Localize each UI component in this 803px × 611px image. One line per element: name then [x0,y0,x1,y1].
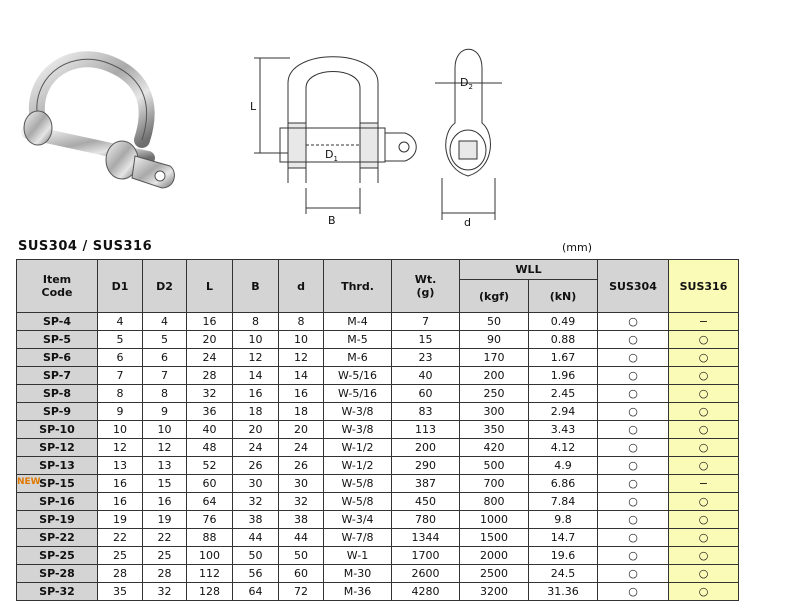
cell-kgf: 90 [460,331,529,349]
cell-wt: 83 [392,403,460,421]
cell-sus316: − [669,475,739,493]
header-sus316: SUS316 [669,260,739,313]
cell-kgf: 1500 [460,529,529,547]
table-row [17,439,739,457]
item-code: SP-7 [42,369,71,382]
cell-d1: 16 [98,493,143,511]
cell-d: 12 [279,349,324,367]
cell-sus316: ○ [669,583,739,601]
cell-wt: 290 [392,457,460,475]
table-row [17,529,739,547]
cell-wt: 2600 [392,565,460,583]
cell-d2: 12 [143,439,187,457]
table-row [17,421,739,439]
cell-wt: 1344 [392,529,460,547]
item-code: SP-6 [42,351,71,364]
cell-sus304: ○ [598,565,669,583]
cell-b: 32 [233,493,279,511]
cell-sus316: − [669,313,739,331]
cell-sus304: ○ [598,385,669,403]
item-code-cell [17,385,98,403]
item-code: SP-13 [39,459,75,472]
item-code: SP-4 [42,315,71,328]
cell-d2: 5 [143,331,187,349]
item-code-cell [17,457,98,475]
table-row [17,403,739,421]
cell-kn: 4.12 [529,439,598,457]
cell-b: 20 [233,421,279,439]
cell-sus304: ○ [598,511,669,529]
cell-b: 26 [233,457,279,475]
label-D2: $D_2$ [460,76,473,91]
header-kn: (kN) [529,280,598,313]
cell-d1: 35 [98,583,143,601]
cell-thrd: M-5 [324,331,392,349]
cell-kn: 0.49 [529,313,598,331]
cell-wt: 23 [392,349,460,367]
cell-thrd: M-36 [324,583,392,601]
cell-sus304: ○ [598,493,669,511]
cell-thrd: M-4 [324,313,392,331]
table-row [17,349,739,367]
header-kgf: (kgf) [460,280,529,313]
shackle-photo [10,40,180,200]
cell-b: 64 [233,583,279,601]
cell-kn: 2.94 [529,403,598,421]
cell-d1: 13 [98,457,143,475]
cell-sus304: ○ [598,349,669,367]
cell-kgf: 50 [460,313,529,331]
cell-wt: 40 [392,367,460,385]
cell-sus304: ○ [598,457,669,475]
cell-kn: 0.88 [529,331,598,349]
header-b: B [233,260,279,313]
cell-kn: 1.67 [529,349,598,367]
label-d: d [464,216,471,228]
cell-thrd: M-30 [324,565,392,583]
header-d: d [279,260,324,313]
cell-d2: 4 [143,313,187,331]
item-code-cell [17,349,98,367]
cell-wt: 200 [392,439,460,457]
cell-sus304: ○ [598,403,669,421]
cell-d: 26 [279,457,324,475]
cell-kn: 1.96 [529,367,598,385]
cell-d1: 16 [98,475,143,493]
cell-d2: 16 [143,493,187,511]
table-row [17,475,739,493]
item-code: SP-9 [42,405,71,418]
table-row [17,493,739,511]
item-code-cell [17,493,98,511]
shackle-drawing [240,28,540,228]
cell-sus316: ○ [669,403,739,421]
item-code: SP-8 [42,387,71,400]
cell-sus316: ○ [669,457,739,475]
cell-kn: 4.9 [529,457,598,475]
cell-sus316: ○ [669,385,739,403]
cell-sus304: ○ [598,583,669,601]
cell-wt: 113 [392,421,460,439]
cell-sus316: ○ [669,349,739,367]
item-code-cell [17,439,98,457]
table-row [17,547,739,565]
cell-b: 24 [233,439,279,457]
cell-thrd: W-7/8 [324,529,392,547]
cell-l: 16 [187,313,233,331]
cell-d1: 19 [98,511,143,529]
item-code-cell [17,547,98,565]
cell-d2: 32 [143,583,187,601]
cell-thrd: W-3/8 [324,421,392,439]
cell-kn: 14.7 [529,529,598,547]
cell-l: 60 [187,475,233,493]
cell-wt: 450 [392,493,460,511]
item-code: SP-22 [39,531,75,544]
cell-wt: 1700 [392,547,460,565]
item-code: SP-15 [39,477,75,490]
cell-kn: 24.5 [529,565,598,583]
cell-sus304: ○ [598,367,669,385]
cell-sus304: ○ [598,547,669,565]
item-code-cell [17,583,98,601]
header-sus304: SUS304 [598,260,669,313]
item-code-cell [17,475,98,493]
cell-sus316: ○ [669,529,739,547]
cell-d1: 4 [98,313,143,331]
table-row [17,385,739,403]
cell-d1: 25 [98,547,143,565]
header-weight: Wt. (g) [392,260,460,313]
cell-l: 76 [187,511,233,529]
cell-thrd: W-3/8 [324,403,392,421]
cell-d2: 7 [143,367,187,385]
table-row [17,367,739,385]
cell-thrd: W-5/8 [324,475,392,493]
cell-b: 44 [233,529,279,547]
cell-d2: 6 [143,349,187,367]
cell-d: 14 [279,367,324,385]
cell-thrd: W-3/4 [324,511,392,529]
cell-sus316: ○ [669,547,739,565]
table-row [17,565,739,583]
cell-sus316: ○ [669,421,739,439]
cell-thrd: W-5/16 [324,385,392,403]
header-l: L [187,260,233,313]
cell-l: 64 [187,493,233,511]
cell-kgf: 420 [460,439,529,457]
cell-d1: 28 [98,565,143,583]
header-d1: D1 [98,260,143,313]
cell-kgf: 350 [460,421,529,439]
cell-d: 30 [279,475,324,493]
item-code-cell [17,367,98,385]
cell-thrd: W-5/16 [324,367,392,385]
item-code: SP-12 [39,441,75,454]
cell-kn: 3.43 [529,421,598,439]
cell-l: 112 [187,565,233,583]
table-row [17,313,739,331]
cell-b: 12 [233,349,279,367]
cell-l: 20 [187,331,233,349]
cell-wt: 780 [392,511,460,529]
cell-d2: 22 [143,529,187,547]
header-d2: D2 [143,260,187,313]
cell-b: 18 [233,403,279,421]
cell-d: 60 [279,565,324,583]
table-row [17,457,739,475]
cell-thrd: W-1 [324,547,392,565]
cell-d1: 6 [98,349,143,367]
item-code: SP-25 [39,549,75,562]
cell-wt: 4280 [392,583,460,601]
cell-d1: 9 [98,403,143,421]
cell-d: 18 [279,403,324,421]
cell-kgf: 1000 [460,511,529,529]
cell-d: 44 [279,529,324,547]
cell-b: 30 [233,475,279,493]
cell-sus316: ○ [669,493,739,511]
cell-b: 10 [233,331,279,349]
cell-kgf: 2000 [460,547,529,565]
item-code-cell [17,421,98,439]
cell-d: 72 [279,583,324,601]
cell-sus304: ○ [598,313,669,331]
cell-b: 50 [233,547,279,565]
cell-kn: 19.6 [529,547,598,565]
cell-d: 24 [279,439,324,457]
label-B: B [328,214,336,227]
cell-d2: 9 [143,403,187,421]
cell-wt: 387 [392,475,460,493]
cell-d2: 15 [143,475,187,493]
cell-d1: 8 [98,385,143,403]
cell-kgf: 250 [460,385,529,403]
cell-d2: 28 [143,565,187,583]
cell-d2: 8 [143,385,187,403]
cell-sus304: ○ [598,421,669,439]
cell-kgf: 300 [460,403,529,421]
item-code-cell [17,331,98,349]
cell-d: 8 [279,313,324,331]
item-code-cell [17,313,98,331]
cell-d: 50 [279,547,324,565]
unit-label: (mm) [562,241,593,254]
cell-kgf: 500 [460,457,529,475]
label-D1: $D_1$ [325,148,338,163]
cell-wt: 7 [392,313,460,331]
cell-l: 40 [187,421,233,439]
item-code-cell [17,529,98,547]
cell-thrd: M-6 [324,349,392,367]
cell-l: 32 [187,385,233,403]
cell-kn: 2.45 [529,385,598,403]
cell-d1: 10 [98,421,143,439]
cell-kn: 9.8 [529,511,598,529]
cell-b: 16 [233,385,279,403]
table-row [17,583,739,601]
cell-sus304: ○ [598,475,669,493]
item-code: SP-10 [39,423,75,436]
cell-sus316: ○ [669,331,739,349]
cell-l: 28 [187,367,233,385]
cell-sus304: ○ [598,331,669,349]
cell-d: 32 [279,493,324,511]
cell-l: 48 [187,439,233,457]
cell-sus316: ○ [669,367,739,385]
cell-wt: 15 [392,331,460,349]
cell-l: 88 [187,529,233,547]
label-L: L [250,100,257,113]
item-code-cell [17,403,98,421]
cell-thrd: W-5/8 [324,493,392,511]
cell-d1: 12 [98,439,143,457]
cell-sus304: ○ [598,529,669,547]
cell-wt: 60 [392,385,460,403]
cell-b: 14 [233,367,279,385]
cell-kgf: 2500 [460,565,529,583]
cell-sus304: ○ [598,439,669,457]
material-title: SUS304 / SUS316 [18,239,153,254]
cell-kgf: 200 [460,367,529,385]
cell-d1: 22 [98,529,143,547]
spec-table [16,259,739,601]
cell-d2: 19 [143,511,187,529]
cell-l: 36 [187,403,233,421]
cell-d: 38 [279,511,324,529]
cell-l: 100 [187,547,233,565]
table-row [17,331,739,349]
cell-d1: 5 [98,331,143,349]
cell-d2: 13 [143,457,187,475]
item-code: SP-16 [39,495,75,508]
cell-b: 38 [233,511,279,529]
table-row [17,511,739,529]
cell-d: 20 [279,421,324,439]
header-thread: Thrd. [324,260,392,313]
item-code: SP-19 [39,513,75,526]
header-wll: WLL [460,260,598,280]
cell-b: 8 [233,313,279,331]
cell-d2: 10 [143,421,187,439]
cell-kgf: 700 [460,475,529,493]
cell-sus316: ○ [669,565,739,583]
cell-kgf: 170 [460,349,529,367]
new-badge: NEW [17,477,41,487]
cell-d1: 7 [98,367,143,385]
cell-sus316: ○ [669,439,739,457]
item-code: SP-32 [39,585,75,598]
cell-l: 128 [187,583,233,601]
cell-sus316: ○ [669,511,739,529]
item-code: SP-5 [42,333,71,346]
cell-kn: 31.36 [529,583,598,601]
item-code-cell [17,565,98,583]
cell-l: 52 [187,457,233,475]
cell-d2: 25 [143,547,187,565]
item-code: SP-28 [39,567,75,580]
cell-l: 24 [187,349,233,367]
cell-thrd: W-1/2 [324,439,392,457]
cell-d: 16 [279,385,324,403]
cell-d: 10 [279,331,324,349]
item-code-cell [17,511,98,529]
cell-kn: 7.84 [529,493,598,511]
cell-b: 56 [233,565,279,583]
cell-kgf: 3200 [460,583,529,601]
cell-kn: 6.86 [529,475,598,493]
cell-kgf: 800 [460,493,529,511]
cell-thrd: W-1/2 [324,457,392,475]
header-item-code: Item Code [17,260,98,313]
